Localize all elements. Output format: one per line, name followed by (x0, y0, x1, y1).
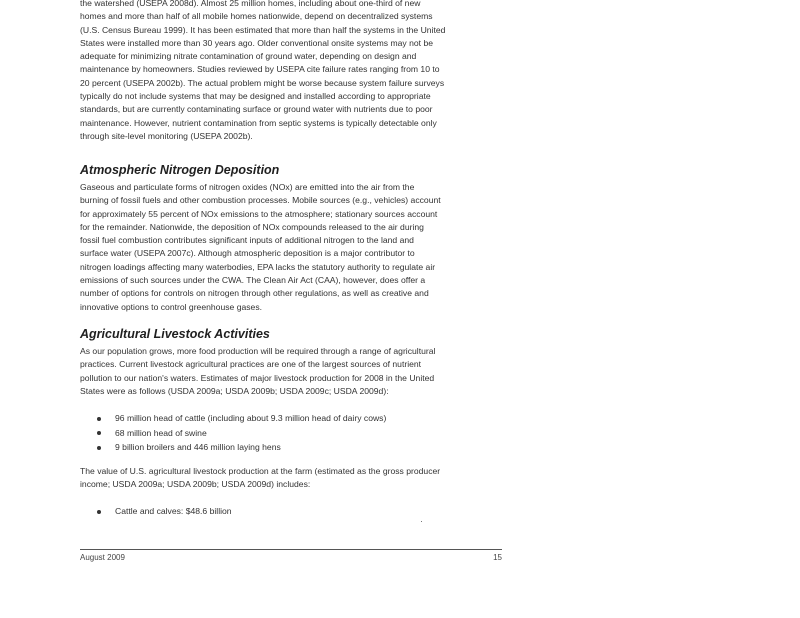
bullet-icon (97, 431, 101, 435)
text-line: States were installed more than 30 years ago. Older conventional onsite systems may not be (80, 37, 434, 48)
text-line: for approximately 55 percent of NOx emissions to the atmosphere; stationary sources account (80, 208, 438, 219)
list-item-text: 68 million head of swine (115, 427, 207, 438)
livestock-paragraph (80, 345, 502, 398)
text-line: number of options for controls on nitrogen through other regulations, as well as creative and (80, 288, 429, 299)
text-line: As our population grows, more food production will be required through a range of agricultural (80, 346, 436, 356)
text-line: adequate for minimizing nitrate contamination of ground water, depending on design and (80, 51, 417, 62)
list-item (80, 426, 386, 441)
text-line: surface water (USEPA 2007c). Although atmospheric deposition is a major contributor to (80, 248, 415, 259)
text-line: typically do not include systems that may be designed and installed according to appropriate (80, 91, 431, 102)
text-line: Gaseous and particulate forms of nitrogen oxides (NOx) are emitted into the air from the (80, 182, 415, 192)
list-item-text: Cattle and calves: $48.6 billion (115, 506, 232, 516)
text-line: 20 percent (USEPA 2002b). The actual problem might be worse because system failure surveys (80, 77, 445, 88)
livestock-value-paragraph (80, 465, 502, 492)
atmospheric-heading: Atmospheric Nitrogen Deposition (80, 163, 280, 177)
list-item (80, 440, 386, 455)
bullet-icon (97, 417, 101, 421)
page-number: 15 (493, 553, 502, 562)
text-line: The value of U.S. agricultural livestock production at the farm (estimated as the gross producer (80, 466, 441, 476)
text-line: emissions of such sources under the CWA. The Clean Air Act (CAA), however, does offer a (80, 275, 426, 286)
list-item (80, 504, 232, 519)
text-line: pollution to our nation's waters. Estimates of major livestock production for 2008 in the United (80, 372, 435, 383)
livestock-count-list (80, 411, 386, 455)
livestock-value-list (80, 504, 232, 519)
list-item-text: 96 million head of cattle (including about 9.3 million head of dairy cows) (115, 413, 387, 423)
text-line: innovative options to control greenhouse gases. (80, 301, 263, 312)
text-line: maintenance by homeowners. Studies reviewed by USEPA cite failure rates ranging from 10 to (80, 64, 440, 75)
septic-paragraph (80, 0, 502, 143)
footer-date: August 2009 (80, 553, 125, 562)
footer-divider (80, 549, 502, 550)
text-line: nitrogen loadings affecting many waterbodies, EPA lacks the statutory authority to regulate air (80, 261, 436, 272)
text-line: practices. Current livestock agricultural practices are one of the largest sources of nutrient (80, 359, 422, 370)
text-line: the watershed (USEPA 2008d). Almost 25 million homes, including about one-third of new (80, 0, 421, 8)
scan-speck (421, 521, 422, 522)
bullet-icon (97, 446, 101, 450)
list-item-text: 9 billion broilers and 446 million laying hens (115, 442, 281, 453)
text-line: fossil fuel combustion contributes significant inputs of additional nitrogen to the land and (80, 235, 414, 246)
text-line: for the remainder. Nationwide, the deposition of NOx compounds released to the air during (80, 221, 424, 232)
text-line: maintenance. However, nutrient contamination from septic systems is typically detectable only (80, 117, 437, 128)
text-line: standards, but are currently contaminating surface or ground water with nutrients due to poor (80, 104, 433, 115)
text-line: through site-level monitoring (USEPA 2002b). (80, 130, 253, 141)
text-line: burning of fossil fuels and other combustion processes. Mobile sources (e.g., vehicles) account (80, 195, 441, 206)
text-line: (U.S. Census Bureau 1999). It has been estimated that more than half the systems in the United (80, 24, 446, 35)
livestock-heading: Agricultural Livestock Activities (80, 327, 270, 341)
atmospheric-paragraph (80, 181, 502, 314)
text-line: States were as follows (USDA 2009a; USDA 2009b; USDA 2009c; USDA 2009d): (80, 385, 389, 396)
text-line: income; USDA 2009a; USDA 2009b; USDA 2009d) includes: (80, 479, 311, 490)
list-item (80, 411, 386, 426)
text-line: homes and more than half of all mobile homes nationwide, depend on decentralized systems (80, 11, 433, 22)
bullet-icon (97, 510, 101, 514)
